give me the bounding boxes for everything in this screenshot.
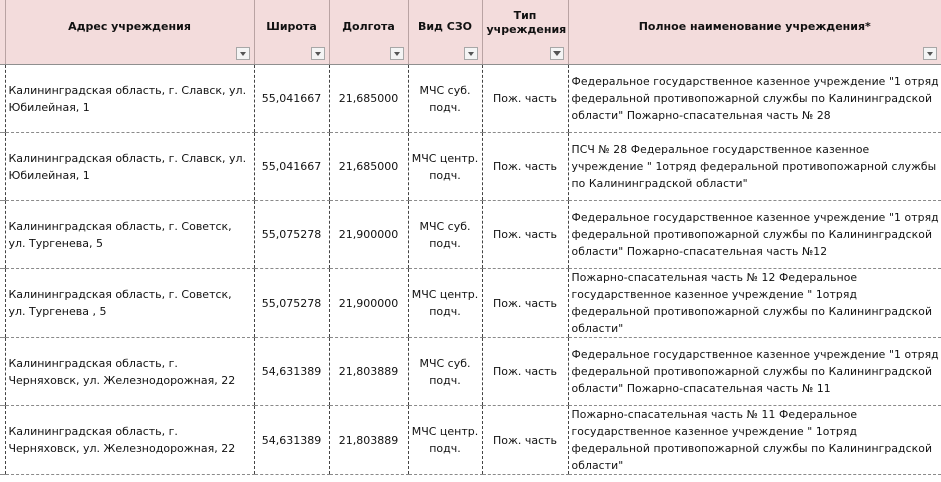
cell-address[interactable]: Калининградская область, г. Советск, ул. Тургенева, 5 — [5, 201, 254, 269]
cell-latitude[interactable]: 55,041667 — [254, 65, 329, 133]
cell-type-institution[interactable]: Пож. часть — [482, 201, 568, 269]
cell-type-szo[interactable]: МЧС центр. подч. — [408, 133, 482, 201]
cell-type-szo[interactable]: МЧС суб. подч. — [408, 338, 482, 406]
header-lon[interactable] — [329, 0, 408, 65]
header-type-szo-label: Вид СЗО — [417, 20, 473, 33]
cell-longitude[interactable]: 21,685000 — [329, 65, 408, 133]
cell-full-name[interactable]: Федеральное государственное казенное учреждение "1 отряд федеральной противопожарной службы по Калининградской области" Пожарно-спасательная часть № 28 — [568, 65, 941, 133]
dropdown-arrow-icon[interactable] — [464, 47, 478, 60]
cell-full-name[interactable]: ПСЧ № 28 Федеральное государственное казенное учреждение " 1отряд федеральной противопожарной службы по Калининградской области" — [568, 133, 941, 201]
cell-longitude[interactable]: 21,685000 — [329, 133, 408, 201]
funnel-filter-icon[interactable] — [550, 47, 564, 60]
cell-longitude[interactable]: 21,900000 — [329, 201, 408, 269]
cell-address[interactable]: Калининградская область, г. Славск, ул. Юбилейная, 1 — [5, 65, 254, 133]
cell-latitude[interactable]: 55,075278 — [254, 269, 329, 338]
cell-latitude[interactable]: 55,041667 — [254, 133, 329, 201]
cell-type-szo[interactable]: МЧС суб. подч. — [408, 65, 482, 133]
cell-address[interactable]: Калининградская область, г. Славск, ул. Юбилейная, 1 — [5, 133, 254, 201]
header-type-inst-label: Тип учреждения — [486, 9, 567, 36]
cell-type-institution[interactable]: Пож. часть — [482, 269, 568, 338]
cell-latitude[interactable]: 54,631389 — [254, 406, 329, 475]
cell-full-name[interactable]: Федеральное государственное казенное учреждение "1 отряд федеральной противопожарной службы по Калининградской области" Пожарно-спасательная часть № 11 — [568, 338, 941, 406]
table-row[interactable] — [0, 133, 941, 201]
header-lat-label: Широта — [266, 20, 317, 33]
cell-type-szo[interactable]: МЧС центр. подч. — [408, 269, 482, 338]
cell-latitude[interactable]: 54,631389 — [254, 338, 329, 406]
cell-full-name[interactable]: Пожарно-спасательная часть № 12 Федеральное государственное казенное учреждение " 1отряд федеральной противопожарной службы по Калининградской области" — [568, 269, 941, 338]
table-row[interactable] — [0, 338, 941, 406]
header-full-name-label: Полное наименование учреждения* — [638, 20, 871, 33]
dropdown-arrow-icon[interactable] — [390, 47, 404, 60]
table-row[interactable] — [0, 406, 941, 475]
header-lon-label: Долгота — [342, 20, 395, 33]
table-row[interactable] — [0, 201, 941, 269]
header-address[interactable] — [5, 0, 254, 65]
cell-latitude[interactable]: 55,075278 — [254, 201, 329, 269]
cell-full-name[interactable]: Пожарно-спасательная часть № 11 Федеральное государственное казенное учреждение " 1отряд федеральной противопожарной службы по Калининградской области" — [568, 406, 941, 475]
cell-address[interactable]: Калининградская область, г. Советск, ул. Тургенева , 5 — [5, 269, 254, 338]
cell-longitude[interactable]: 21,803889 — [329, 338, 408, 406]
cell-longitude[interactable]: 21,900000 — [329, 269, 408, 338]
cell-address[interactable]: Калининградская область, г. Черняховск, ул. Железнодорожная, 22 — [5, 338, 254, 406]
dropdown-arrow-icon[interactable] — [311, 47, 325, 60]
dropdown-arrow-icon[interactable] — [236, 47, 250, 60]
cell-longitude[interactable]: 21,803889 — [329, 406, 408, 475]
header-type-szo[interactable] — [408, 0, 482, 65]
cell-type-institution[interactable]: Пож. часть — [482, 406, 568, 475]
cell-type-szo[interactable]: МЧС суб. подч. — [408, 201, 482, 269]
cell-type-institution[interactable]: Пож. часть — [482, 133, 568, 201]
header-row — [0, 0, 941, 65]
header-lat[interactable] — [254, 0, 329, 65]
cell-type-szo[interactable]: МЧС центр. подч. — [408, 406, 482, 475]
cell-type-institution[interactable]: Пож. часть — [482, 338, 568, 406]
dropdown-arrow-icon[interactable] — [923, 47, 937, 60]
header-type-inst[interactable] — [482, 0, 568, 65]
cell-type-institution[interactable]: Пож. часть — [482, 65, 568, 133]
header-full-name[interactable] — [568, 0, 941, 65]
table-row[interactable] — [0, 65, 941, 133]
header-address-label: Адрес учреждения — [68, 20, 191, 33]
cell-full-name[interactable]: Федеральное государственное казенное учреждение "1 отряд федеральной противопожарной службы по Калининградской области" Пожарно-спасательная часть №12 — [568, 201, 941, 269]
cell-address[interactable]: Калининградская область, г. Черняховск, ул. Железнодорожная, 22 — [5, 406, 254, 475]
table-row[interactable] — [0, 269, 941, 338]
